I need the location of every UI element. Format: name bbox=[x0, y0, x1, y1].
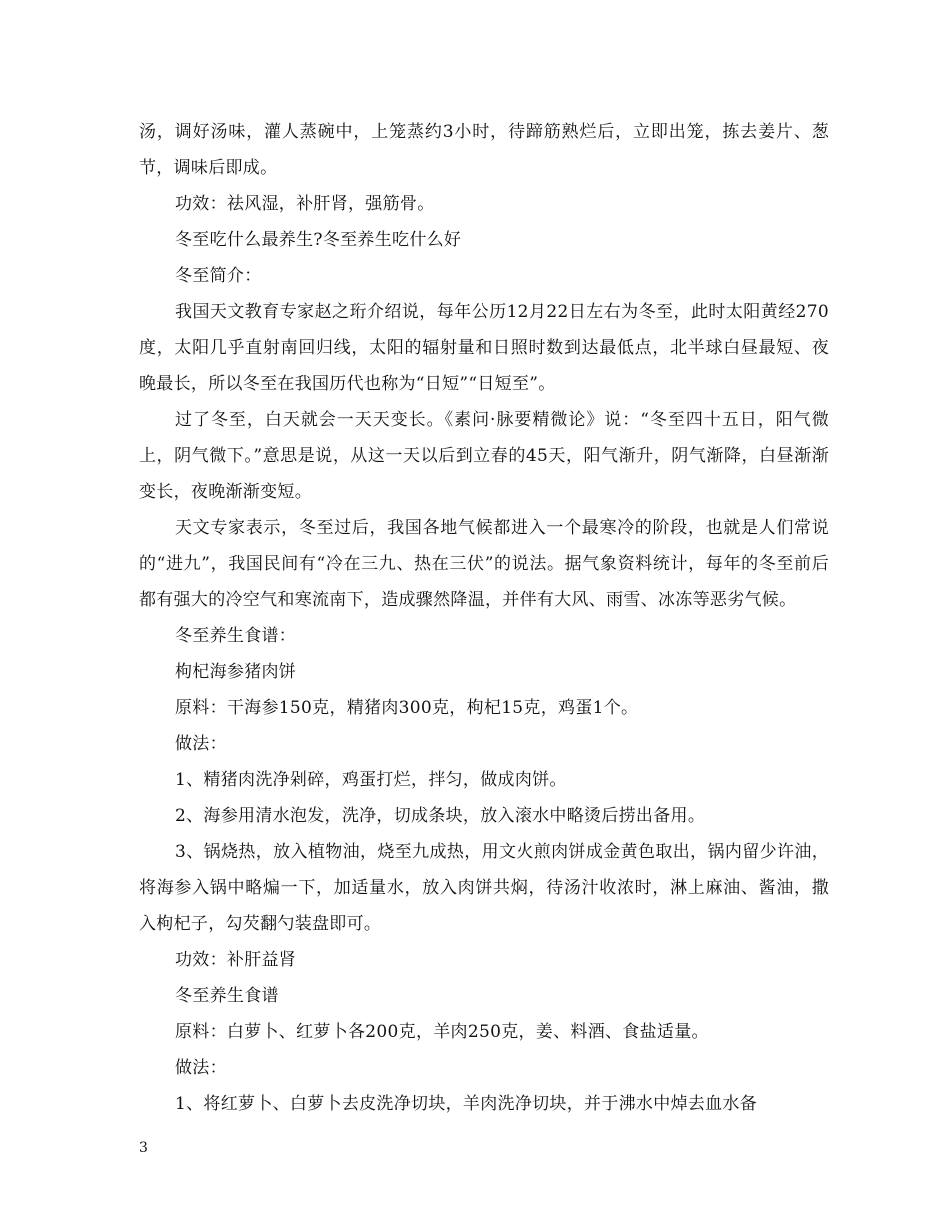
method-step: 3、锅烧热，放入植物油，烧至九成热，用文火煎肉饼成金黄色取出，锅内留少许油，将海参入锅中略煸一下，加适量水，放入肉饼共焖，待汤汁收浓时，淋上麻油、酱油，撒入枸杞子，勾芡翻勺装盘即可。 bbox=[139, 842, 829, 934]
paragraph: 功效：补肝益肾 bbox=[175, 950, 297, 970]
recipe-title: 冬至养生食谱 bbox=[175, 986, 279, 1006]
method-step: 1、将红萝卜、白萝卜去皮洗净切块，羊肉洗净切块，并于沸水中焯去血水备 bbox=[175, 1094, 758, 1114]
method-step: 1、精猪肉洗净剁碎，鸡蛋打烂，拌匀，做成肉饼。 bbox=[175, 770, 567, 790]
method-heading: 做法： bbox=[175, 1058, 227, 1078]
document-body bbox=[139, 114, 829, 1122]
section-heading: 冬至简介： bbox=[175, 266, 262, 286]
method-heading: 做法： bbox=[175, 734, 227, 754]
paragraph: 天文专家表示，冬至过后，我国各地气候都进入一个最寒冷的阶段，也就是人们常说的“进九”，我国民间有“冷在三九、热在三伏”的说法。据气象资料统计，每年的冬至前后都有强大的冷空气和寒流南下，造成骤然降温，并伴有大风、雨雪、冰冻等恶劣气候。 bbox=[139, 518, 829, 610]
page-number: 3 bbox=[139, 1140, 148, 1156]
ingredients: 原料：干海参150克，精猪肉300克，枸杞15克，鸡蛋1个。 bbox=[175, 698, 639, 718]
ingredients: 原料：白萝卜、红萝卜各200克，羊肉250克，姜、料酒、食盐适量。 bbox=[175, 1022, 709, 1042]
recipe-title: 枸杞海参猪肉饼 bbox=[175, 662, 297, 682]
paragraph: 过了冬至，白天就会一天天变长。《素问·脉要精微论》说：“冬至四十五日，阳气微上，阴气微下。”意思是说，从这一天以后到立春的45天，阳气渐升，阴气渐降，白昼渐渐变长，夜晚渐渐变短。 bbox=[139, 410, 829, 502]
section-heading: 冬至养生食谱： bbox=[175, 626, 297, 646]
paragraph: 我国天文教育专家赵之珩介绍说，每年公历12月22日左右为冬至，此时太阳黄经270度，太阳几乎直射南回归线，太阳的辐射量和日照时数到达最低点，北半球白昼最短、夜晚最长，所以冬至在我国历代也称为“日短”“日短至”。 bbox=[139, 302, 829, 394]
paragraph: 功效：祛风湿，补肝肾，强筋骨。 bbox=[175, 194, 435, 214]
paragraph: 汤，调好汤味，灌人蒸碗中，上笼蒸约3小时，待蹄筋熟烂后，立即出笼，拣去姜片、葱节，调味后即成。 bbox=[139, 122, 829, 178]
method-step: 2、海参用清水泡发，洗净，切成条块，放入滚水中略烫后捞出备用。 bbox=[175, 806, 706, 826]
section-heading: 冬至吃什么最养生?冬至养生吃什么好 bbox=[175, 230, 462, 250]
